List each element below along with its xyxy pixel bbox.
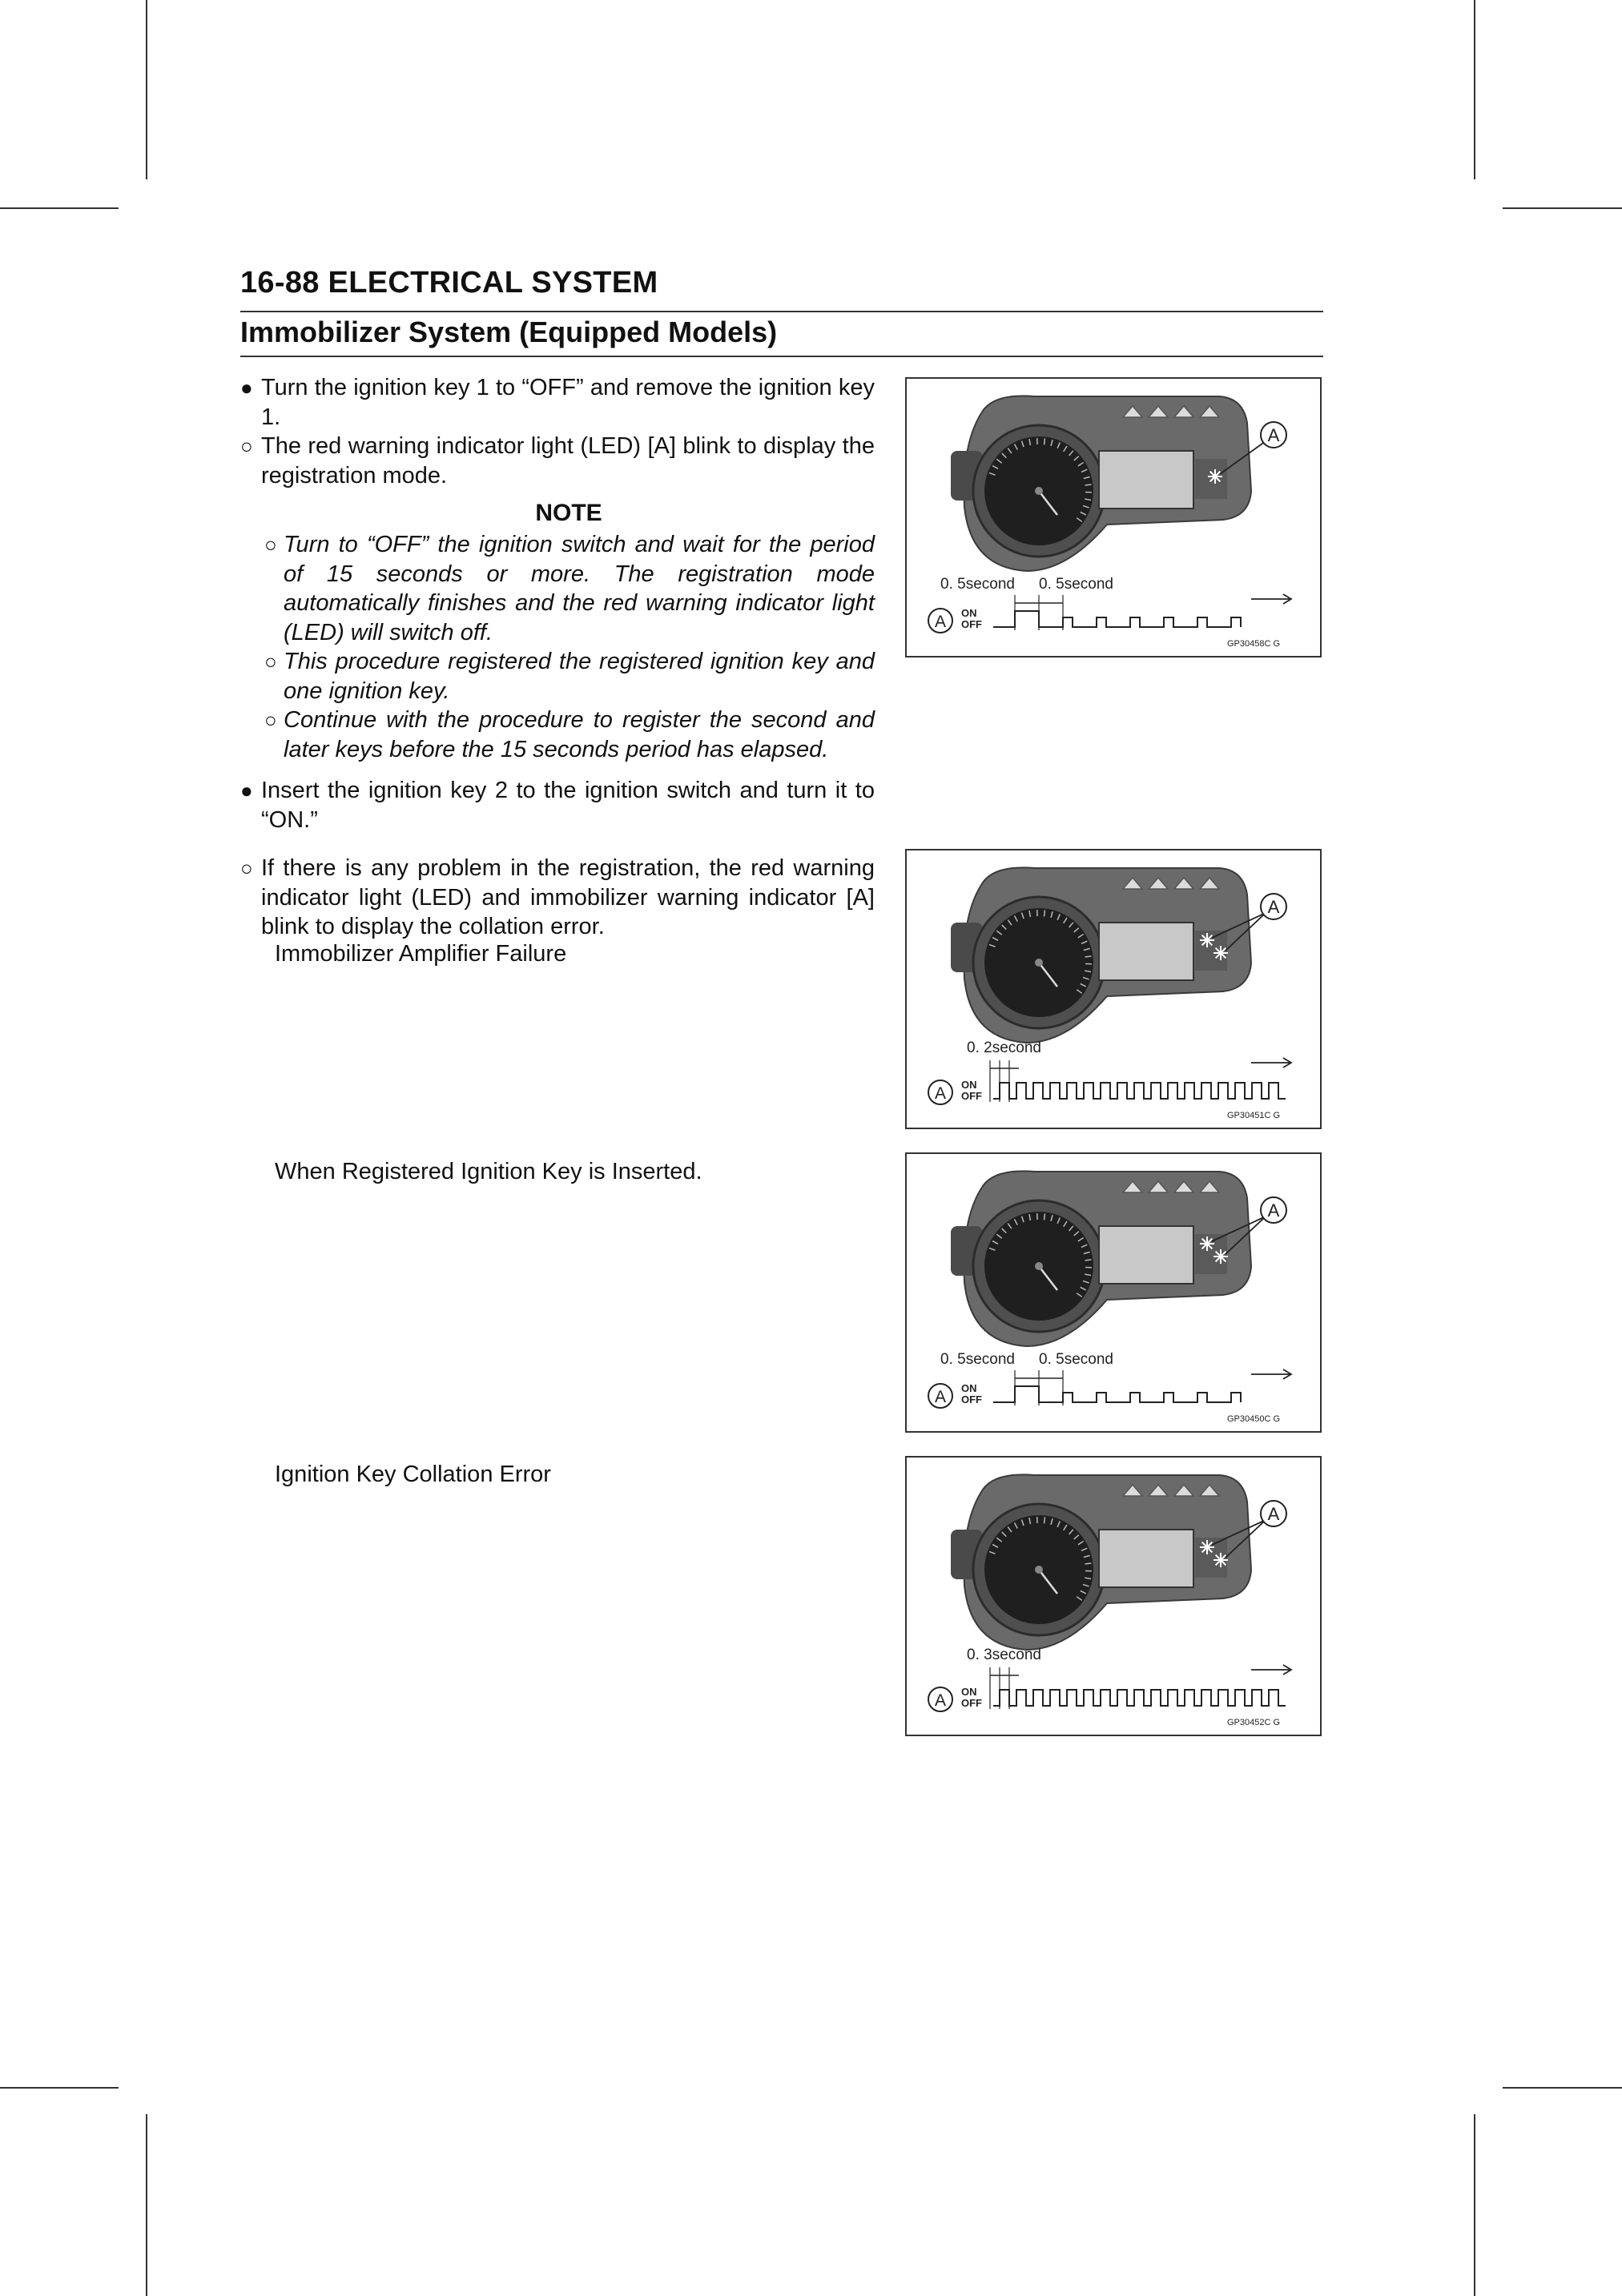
dial-tick — [1044, 1517, 1045, 1523]
needle-hub — [1035, 1262, 1043, 1270]
circle-bullet-icon: ○ — [264, 533, 277, 557]
off-label: OFF — [961, 1090, 982, 1102]
timing-label: 0. 5second — [940, 1351, 1015, 1368]
meter-illustration — [907, 1154, 1320, 1431]
subsection-title: Immobilizer System (Equipped Models) — [240, 316, 778, 348]
meter-illustration — [907, 379, 1320, 656]
meter-illustration — [907, 1458, 1320, 1735]
figure-code: GP30452C G — [1227, 1718, 1281, 1727]
crop-mark — [0, 2087, 119, 2089]
figure-caption: Ignition Key Collation Error — [275, 1462, 551, 1487]
step-text: Insert the ignition key 2 to the ignition switch and turn it to “ON.” — [261, 778, 875, 833]
circle-bullet-icon: ○ — [240, 434, 253, 458]
dial-tick — [1085, 956, 1092, 957]
indicator-panel — [1195, 459, 1227, 499]
led-blink-icon — [1200, 933, 1214, 947]
callout-label: A — [1267, 897, 1280, 917]
info-text: If there is any problem in the registration, the red warning indicator light (LED) and immobilizer warning indicator [A] blink to display the collation error. — [261, 855, 875, 939]
note-text: Continue with the procedure to register the second and later keys before the 15 seconds period has elapsed. — [284, 707, 875, 762]
header-rule — [240, 311, 1323, 312]
meter-figure — [905, 849, 1322, 1129]
info-text: The red warning indicator light (LED) [A] blink to display the registration mode. — [261, 433, 875, 489]
signal-waveform — [993, 1690, 1286, 1706]
timing-label: 0. 5second — [1039, 1351, 1113, 1368]
note-text: Turn to “OFF” the ignition switch and wait for the period of 15 seconds or more. The registration mode automatically finishes and the red warning indicator light (LED) will switch off. — [284, 532, 875, 645]
lcd-display — [1099, 451, 1193, 509]
crop-mark — [1503, 2087, 1622, 2089]
meter-figure — [905, 1152, 1322, 1433]
on-label: ON — [961, 607, 977, 619]
signal-waveform — [993, 1386, 1241, 1402]
crop-mark — [1474, 0, 1475, 179]
led-blink-icon — [1213, 946, 1228, 960]
callout-label: A — [1267, 1200, 1280, 1220]
crop-mark — [146, 0, 147, 179]
crop-mark — [0, 207, 119, 209]
note-item — [264, 706, 875, 764]
signal-waveform — [993, 611, 1241, 627]
dial-tick — [1085, 1260, 1092, 1261]
note-title: NOTE — [535, 500, 602, 526]
signal-callout-label: A — [934, 1691, 947, 1710]
bullet-icon: ● — [240, 778, 253, 802]
crop-mark — [1474, 2114, 1475, 2296]
led-blink-icon — [1213, 1249, 1228, 1264]
led-blink-icon — [1213, 1553, 1228, 1567]
needle-hub — [1035, 959, 1043, 967]
info-paragraph — [240, 432, 875, 490]
signal-callout-label: A — [934, 613, 947, 631]
step-text: Turn the ignition key 1 to “OFF” and remove the ignition key 1. — [261, 375, 875, 430]
lcd-display — [1099, 923, 1193, 980]
note-item — [264, 647, 875, 706]
figure-caption: Immobilizer Amplifier Failure — [275, 941, 567, 967]
figure-code: GP30451C G — [1227, 1111, 1281, 1120]
callout-label: A — [1267, 425, 1280, 445]
meter-illustration — [907, 850, 1320, 1128]
note-text: This procedure registered the registered ignition key and one ignition key. — [284, 649, 875, 704]
led-blink-icon — [1208, 469, 1222, 484]
led-blink-icon — [1200, 1236, 1214, 1251]
off-label: OFF — [961, 1393, 982, 1405]
lcd-display — [1099, 1530, 1193, 1587]
note-item — [264, 530, 875, 647]
dial-tick — [1085, 1563, 1092, 1564]
procedure-step — [240, 373, 875, 432]
circle-bullet-icon: ○ — [264, 708, 277, 732]
info-paragraph — [240, 854, 875, 942]
dial-tick — [1044, 438, 1045, 444]
on-label: ON — [961, 1686, 977, 1698]
figure-code: GP30450C G — [1227, 1414, 1281, 1424]
circle-bullet-icon: ○ — [264, 649, 277, 674]
lcd-display — [1099, 1226, 1193, 1284]
timing-label: 0. 5second — [940, 576, 1015, 593]
figure-code: GP30458C G — [1227, 639, 1281, 649]
circle-bullet-icon: ○ — [240, 856, 253, 880]
section-title: 16-88 ELECTRICAL SYSTEM — [240, 266, 658, 300]
on-label: ON — [961, 1079, 977, 1091]
meter-figure — [905, 377, 1322, 657]
dial-tick — [1044, 1213, 1045, 1220]
figure-caption: When Registered Ignition Key is Inserted. — [275, 1159, 702, 1184]
signal-callout-label: A — [934, 1388, 947, 1406]
dial-tick — [1044, 910, 1045, 916]
callout-label: A — [1267, 1504, 1280, 1524]
bullet-icon: ● — [240, 376, 253, 400]
procedure-step — [240, 776, 875, 834]
signal-callout-label: A — [934, 1084, 947, 1103]
meter-figure — [905, 1456, 1322, 1736]
signal-waveform — [993, 1083, 1286, 1099]
on-label: ON — [961, 1382, 977, 1394]
off-label: OFF — [961, 618, 982, 630]
needle-hub — [1035, 487, 1043, 495]
timing-label: 0. 5second — [1039, 576, 1113, 593]
header-rule — [240, 356, 1323, 357]
timing-label: 0. 2second — [967, 1039, 1041, 1056]
off-label: OFF — [961, 1697, 982, 1709]
led-blink-icon — [1200, 1540, 1214, 1554]
timing-label: 0. 3second — [967, 1647, 1041, 1663]
crop-mark — [1503, 207, 1622, 209]
crop-mark — [146, 2114, 147, 2296]
needle-hub — [1035, 1566, 1043, 1574]
